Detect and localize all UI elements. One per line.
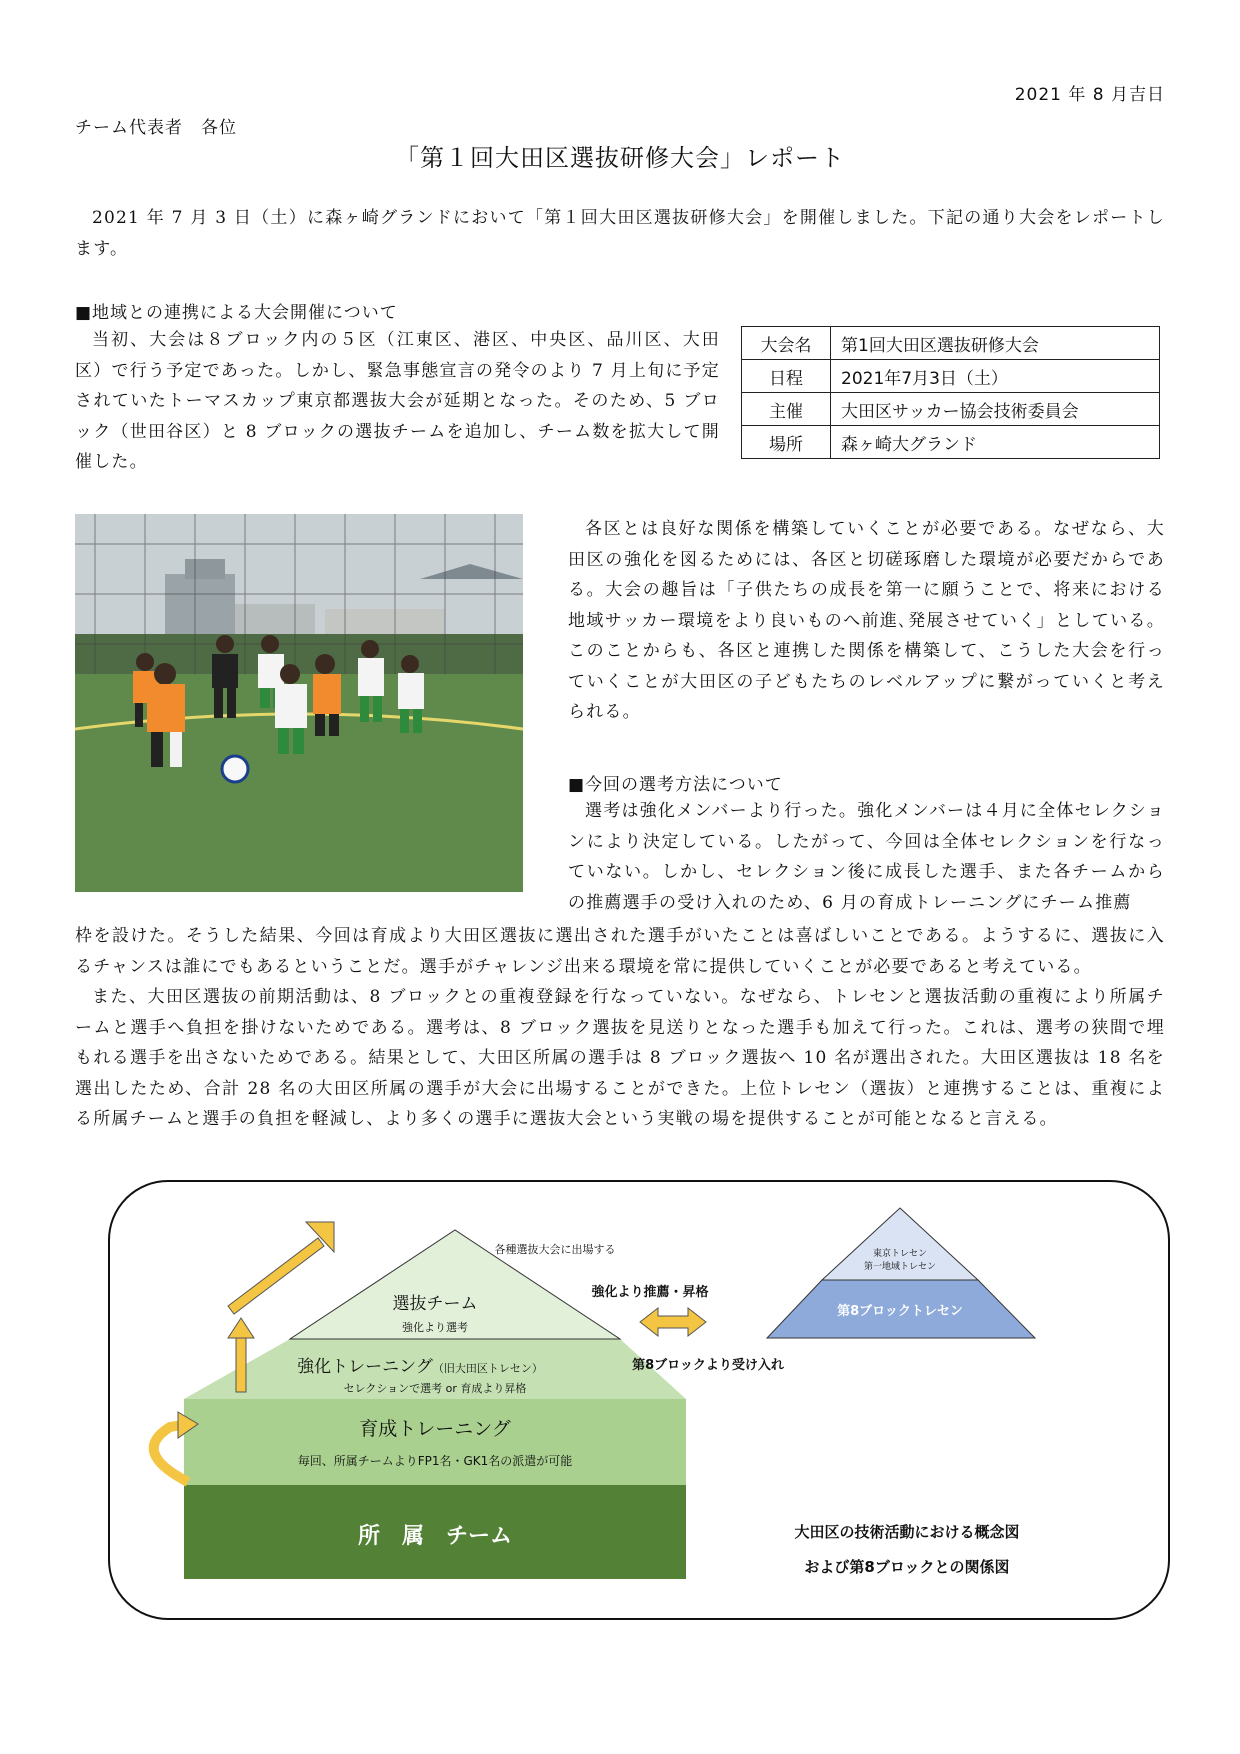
training-block <box>184 1399 686 1485</box>
table-row <box>742 393 1160 426</box>
diagram-caption-2: および第8ブロックとの関係図 <box>804 1558 1010 1576</box>
table-row <box>742 327 1160 360</box>
selection-sublabel: 強化より選考 <box>402 1321 468 1334</box>
section2-heading: ■今回の選考方法について <box>568 775 783 795</box>
training-sublabel: 毎回、所属チームよりFP1名・GK1名の派遣が可能 <box>297 1454 573 1468</box>
top-note: 各種選抜大会に出場する <box>494 1243 616 1256</box>
strengthening-label: 強化トレーニング（旧大田区トレセン） <box>297 1357 543 1377</box>
section1-body: 当初、大会は８ブロック内の５区（江東区、港区、中央区、品川区、大田区）で行う予定であった。しかし、緊急事態宣言の発令のより 7 月上旬に予定されていたトーマスカップ東京都選抜大会が延期となった。そのため、5 ブロック（世田谷区）と 8 ブロックの選抜チームを追加し、チーム数を拡大して開催した。 <box>75 330 720 472</box>
strengthening-sublabel: セレクションで選考 or 育成より昇格 <box>343 1382 527 1395</box>
intro-paragraph: 2021 年 7 月 3 日（土）に森ヶ崎グランドにおいて「第１回大田区選抜研修大会」を開催しました。下記の通り大会をレポートします。 <box>75 208 1165 259</box>
soccer-photo <box>75 514 523 892</box>
base-team-label: 所 属 チーム <box>357 1524 513 1549</box>
selection-label: 選抜チーム <box>392 1294 478 1314</box>
pyramid-top-label-1: 東京トレセン <box>872 1249 928 1259</box>
table-key: 大会名 <box>742 327 831 360</box>
section2-body-continued: 枠を設けた。そうした結果、今回は育成より大田区選抜に選出された選手がいたことは喜ばしいことである。ようするに、選抜に入るチャンスは誰にでもあるということだ。選手がチャレンジ出来る環境を常に提供していくことが必要であると考えている。 <box>75 926 1165 977</box>
section1-heading: ■地域との連携による大会開催について <box>75 303 398 323</box>
table-key: 場所 <box>742 426 831 459</box>
table-key: 主催 <box>742 393 831 426</box>
document-date: 2021 年 8 月吉日 <box>1014 85 1165 105</box>
section2-body-right: 選考は強化メンバーより行った。強化メンバーは４月に全体セレクションにより決定している。したがって、今回は全体セレクションを行なっていない。しかし、セレクション後に成長した選手、また各チームからの推薦選手の受け入れのため、6 月の育成トレーニングにチーム推薦 <box>568 801 1165 913</box>
diagonal-up-arrow-icon <box>228 1222 334 1314</box>
table-value: 大田区サッカー協会技術委員会 <box>831 393 1160 426</box>
pyramid-bottom-label: 第8ブロックトレセン <box>837 1304 963 1319</box>
concept-diagram <box>108 1180 1170 1620</box>
regional-relations-paragraph: 各区とは良好な関係を構築していくことが必要である。なぜなら、大田区の強化を図るためには、各区と切磋琢磨した環境が必要だからである。大会の趣旨は「子供たちの成長を第一に願うことで、将来における地域サッカー環境をより良いものへ前進､発展させていく」としている。このことからも、各区と連携した関係を構築して、こうした大会を行っていくことが大田区の子どもたちのレベルアップに繋がっていくと考えられる。 <box>568 519 1165 722</box>
table-row <box>742 426 1160 459</box>
training-label: 育成トレーニング <box>359 1418 511 1440</box>
table-value: 第1回大田区選抜研修大会 <box>831 327 1160 360</box>
pyramid-top-label-2: 第一地域トレセン <box>863 1262 937 1272</box>
table-value: 森ヶ崎大グランド <box>831 426 1160 459</box>
arrow-top-label: 強化より推薦・昇格 <box>591 1285 709 1300</box>
table-key: 日程 <box>742 360 831 393</box>
addressee: チーム代表者 各位 <box>75 118 237 138</box>
document-title: 「第１回大田区選抜研修大会」レポート <box>395 144 845 172</box>
section2-body-second-paragraph: また、大田区選抜の前期活動は、8 ブロックとの重複登録を行なっていない。なぜなら、トレセンと選抜活動の重複により所属チームと選手へ負担を掛けないためである。選考は、8 ブロック選抜を見送りとなった選手も加えて行った。これは、選考の狭間で埋もれる選手を出さないためである。結果として、大田区所属の選手は 8 ブロック選抜へ 10 名が選出された。大田区選抜は 18 名を選出したため、合計 28 名の大田区所属の選手が大会に出場することができた。上位トレセン（選抜）と連携することは、重複による所属チームと選手の負担を軽減し、より多くの選手に選抜大会という実戦の場を提供することが可能となると言える。 <box>75 987 1165 1129</box>
info-table <box>741 326 1160 459</box>
diagram-caption-1: 大田区の技術活動における概念図 <box>794 1523 1020 1541</box>
table-row <box>742 360 1160 393</box>
double-arrow-icon <box>640 1308 706 1336</box>
arrow-bottom-label: 第8ブロックより受け入れ <box>632 1358 784 1373</box>
table-value: 2021年7月3日（土） <box>831 360 1160 393</box>
